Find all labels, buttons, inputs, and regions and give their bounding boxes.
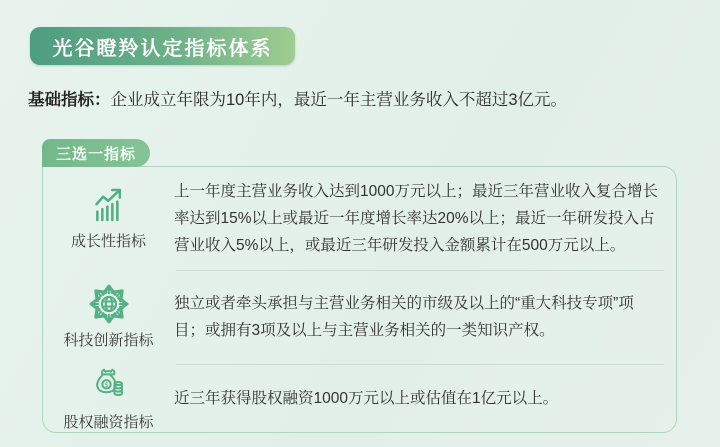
page-title: 光谷瞪羚认定指标体系 <box>52 37 273 60</box>
growth-indicator-text: 上一年度主营业务收入达到1000万元以上；最近三年营业收入复合增长率达到15%以上或最近一年度增长率达20%以上；最近一年研发投入占营业收入5%以上，或最近三年研发投入金额累计在500万元以上。 <box>174 182 658 254</box>
growth-chart-icon <box>89 185 129 225</box>
basic-indicator-label: 基础指标： <box>28 91 111 109</box>
title-banner <box>30 27 295 65</box>
financing-indicator-label: 股权融资指标 <box>63 413 154 431</box>
money-bag-icon <box>89 366 129 406</box>
list-item-growth <box>43 167 676 270</box>
basic-indicator-text: 企业成立年限为10年内，最近一年主营业务收入不超过3亿元。 <box>110 91 568 109</box>
selection-tab-label: 三选一指标 <box>55 145 136 163</box>
innovation-indicator-label: 科技创新指标 <box>63 332 154 350</box>
innovation-icon-column <box>43 284 174 350</box>
innovation-indicator-text-cell <box>174 290 676 344</box>
list-item-innovation <box>43 271 676 365</box>
growth-indicator-label: 成长性指标 <box>70 233 146 251</box>
svg-text:$: $ <box>103 379 109 389</box>
financing-icon-column <box>43 366 174 432</box>
list-item-financing <box>43 365 676 432</box>
growth-icon-column <box>43 185 174 251</box>
globe-arrows-icon <box>89 284 129 324</box>
financing-indicator-text-cell <box>174 385 676 412</box>
selection-tab <box>42 139 150 167</box>
indicator-box <box>42 166 677 433</box>
growth-indicator-text-cell <box>174 178 676 259</box>
basic-indicator-line <box>28 88 698 112</box>
financing-indicator-text: 近三年获得股权融资1000万元以上或估值在1亿元以上。 <box>174 390 559 408</box>
innovation-indicator-text: 独立或者牵头承担与主营业务相关的市级及以上的“重大科技专项”项目；或拥有3项及以上与主营业务相关的一类知识产权。 <box>174 295 634 340</box>
